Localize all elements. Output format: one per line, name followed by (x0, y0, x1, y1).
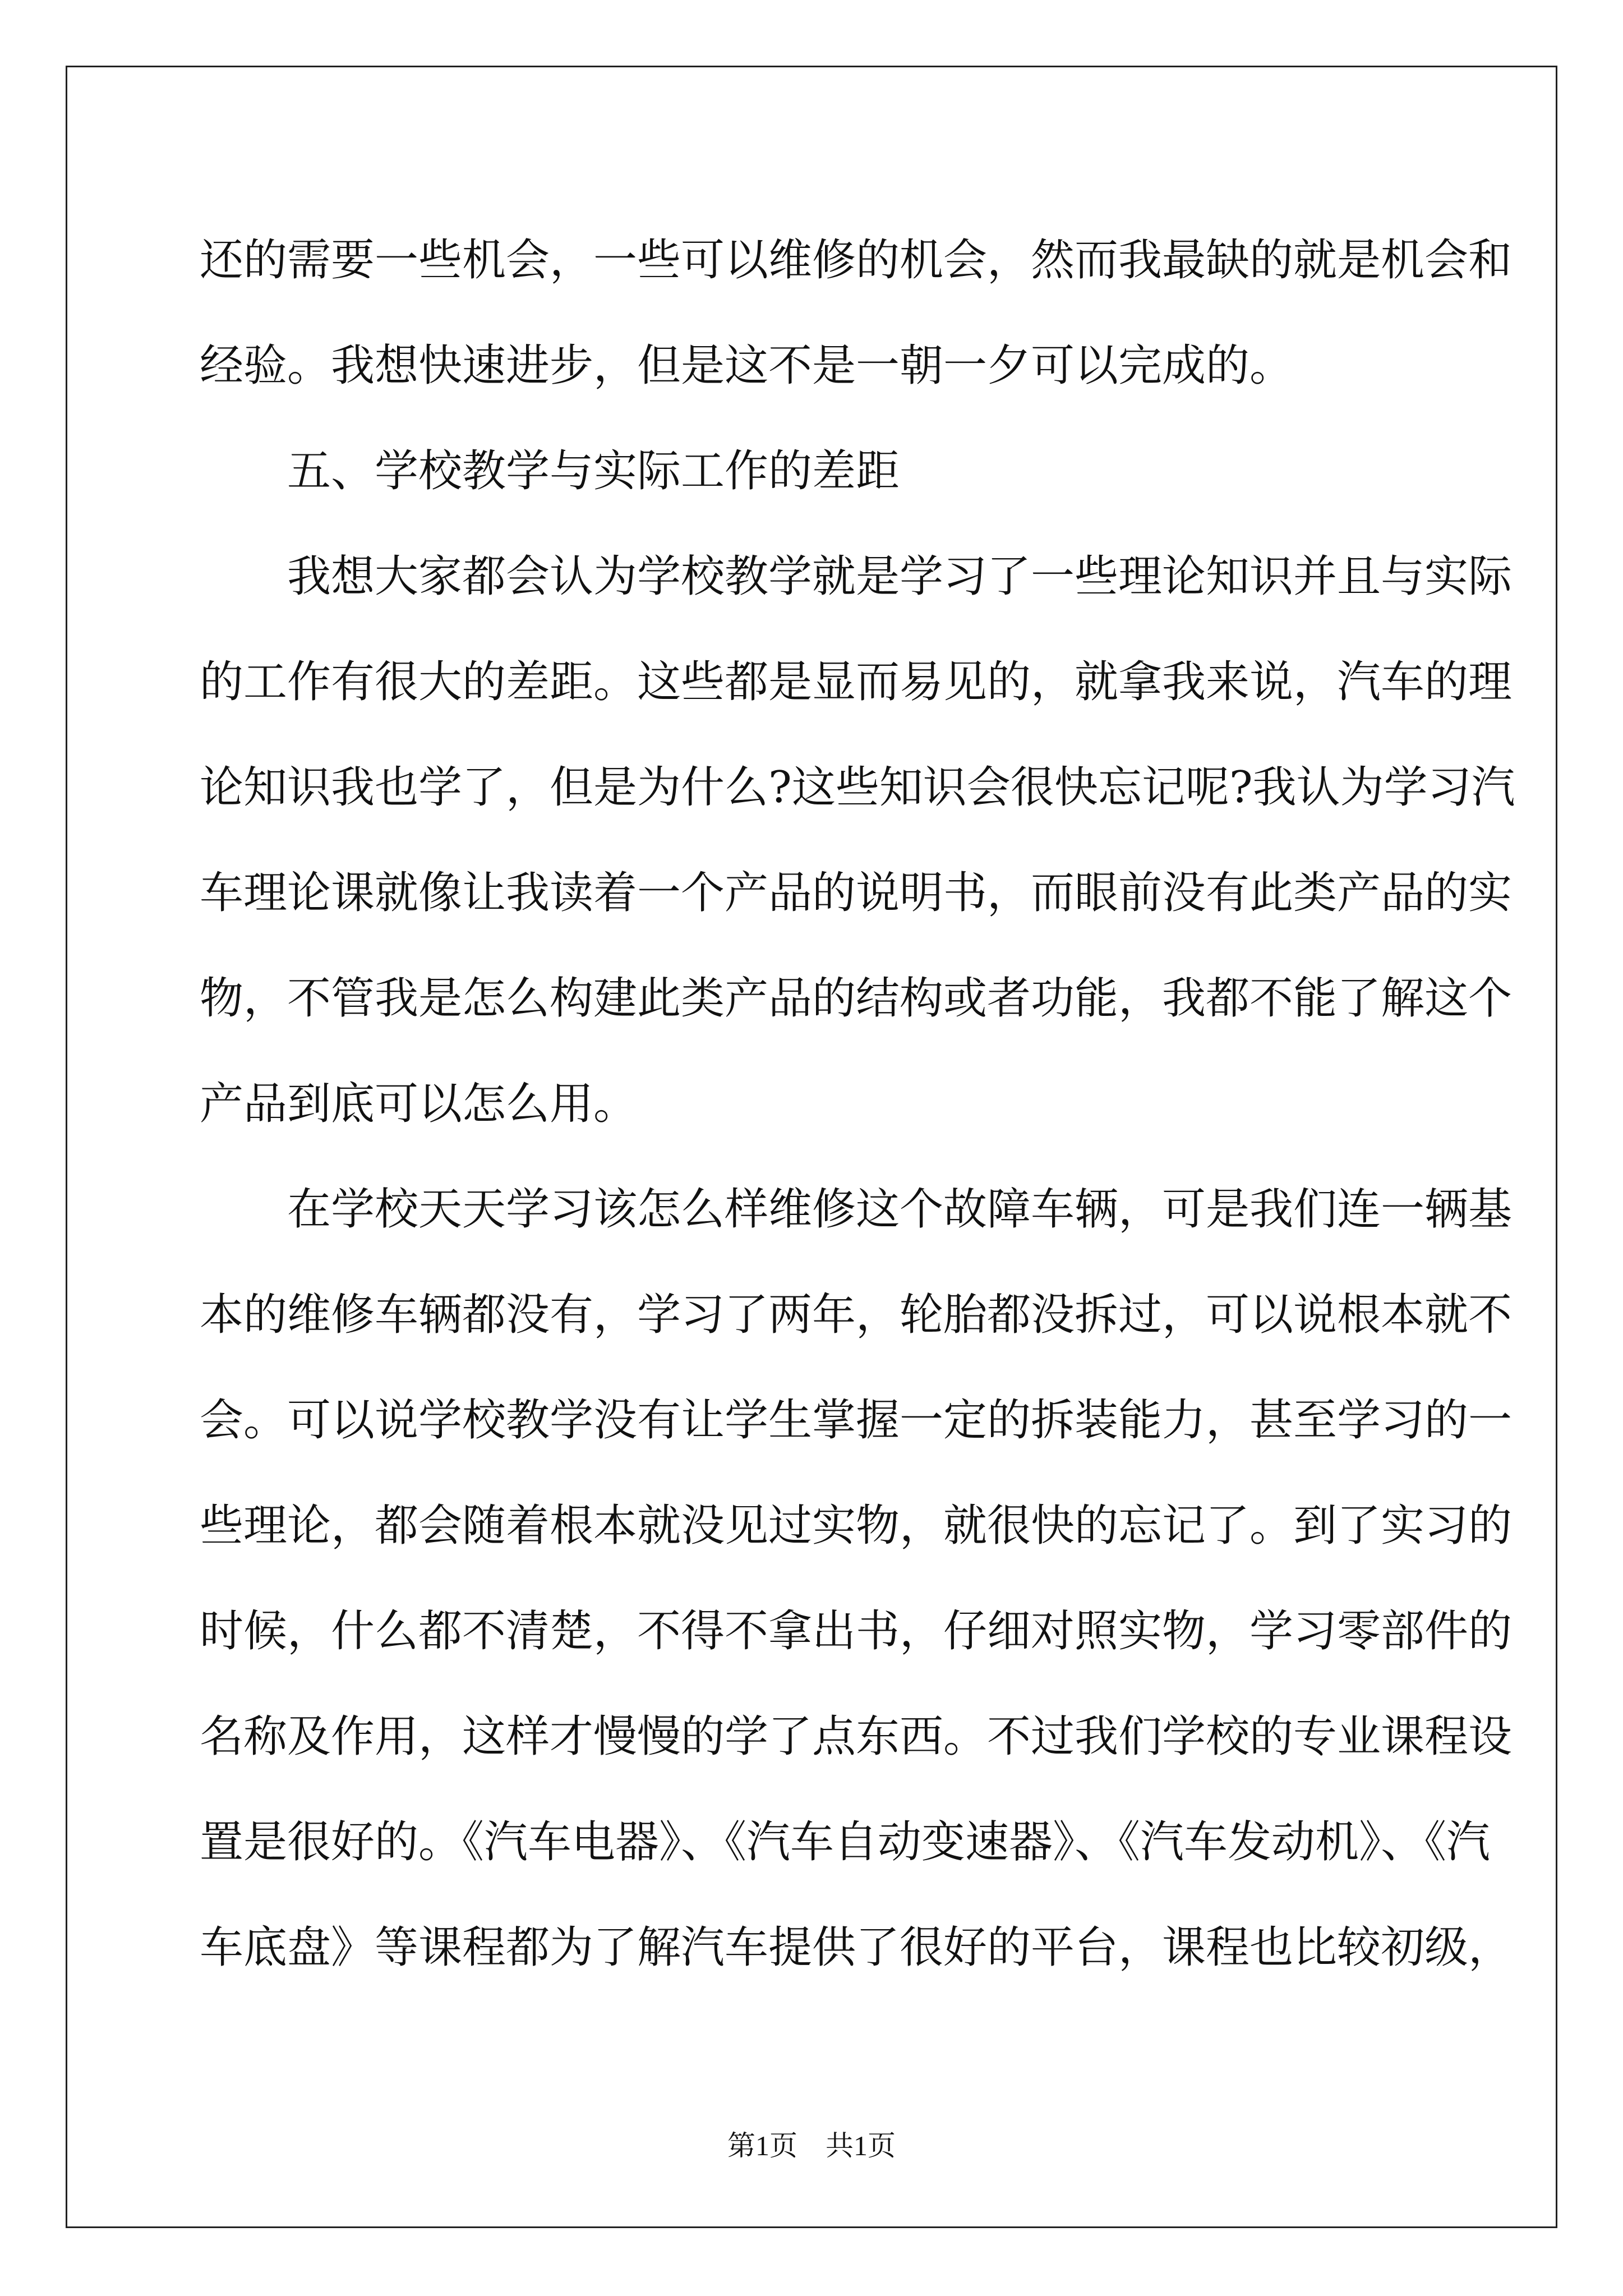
text-line: 论知识我也学了，但是为什么?这些知识会很快忘记呢?我认为学习汽 (200, 762, 1515, 813)
text-line: 车底盘》等课程都为了解汽车提供了很好的平台，课程也比较初级， (200, 1922, 1513, 1973)
text-line: 名称及作用，这样才慢慢的学了点东西。不过我们学校的专业课程设 (200, 1711, 1513, 1762)
text-line: 本的维修车辆都没有，学习了两年，轮胎都没拆过，可以说根本就不 (200, 1290, 1513, 1340)
text-line: 置是很好的。《汽车电器》、《汽车自动变速器》、《汽车发动机》、《汽 (200, 1817, 1491, 1867)
text-line: 会。可以说学校教学没有让学生掌握一定的拆装能力，甚至学习的一 (200, 1395, 1513, 1446)
document-body (200, 208, 1515, 2000)
text-line: 些理论，都会随着根本就没见过实物，就很快的忘记了。到了实习的 (200, 1501, 1513, 1551)
text-line: 经验。我想快速进步，但是这不是一朝一夕可以完成的。 (200, 341, 1294, 391)
text-line: 物，不管我是怎么构建此类产品的结构或者功能，我都不能了解这个 (200, 973, 1513, 1024)
text-line: 产品到底可以怎么用。 (200, 1079, 638, 1129)
page-footer: 第1页 共1页 (727, 2130, 896, 2161)
text-line: 我想大家都会认为学校教学就是学习了一些理论知识并且与实际 (287, 551, 1513, 602)
text-line: 的工作有很大的差距。这些都是显而易见的，就拿我来说，汽车的理 (200, 657, 1513, 707)
text-line: 时候，什么都不清楚，不得不拿出书，仔细对照实物，学习零部件的 (200, 1606, 1513, 1657)
text-line: 在学校天天学习该怎么样维修这个故障车辆，可是我们连一辆基 (287, 1184, 1513, 1235)
section-heading: 五、学校教学与实际工作的差距 (287, 446, 900, 496)
text-line: 还的需要一些机会，一些可以维修的机会，然而我最缺的就是机会和 (200, 235, 1513, 286)
text-line: 车理论课就像让我读着一个产品的说明书，而眼前没有此类产品的实 (200, 868, 1513, 918)
